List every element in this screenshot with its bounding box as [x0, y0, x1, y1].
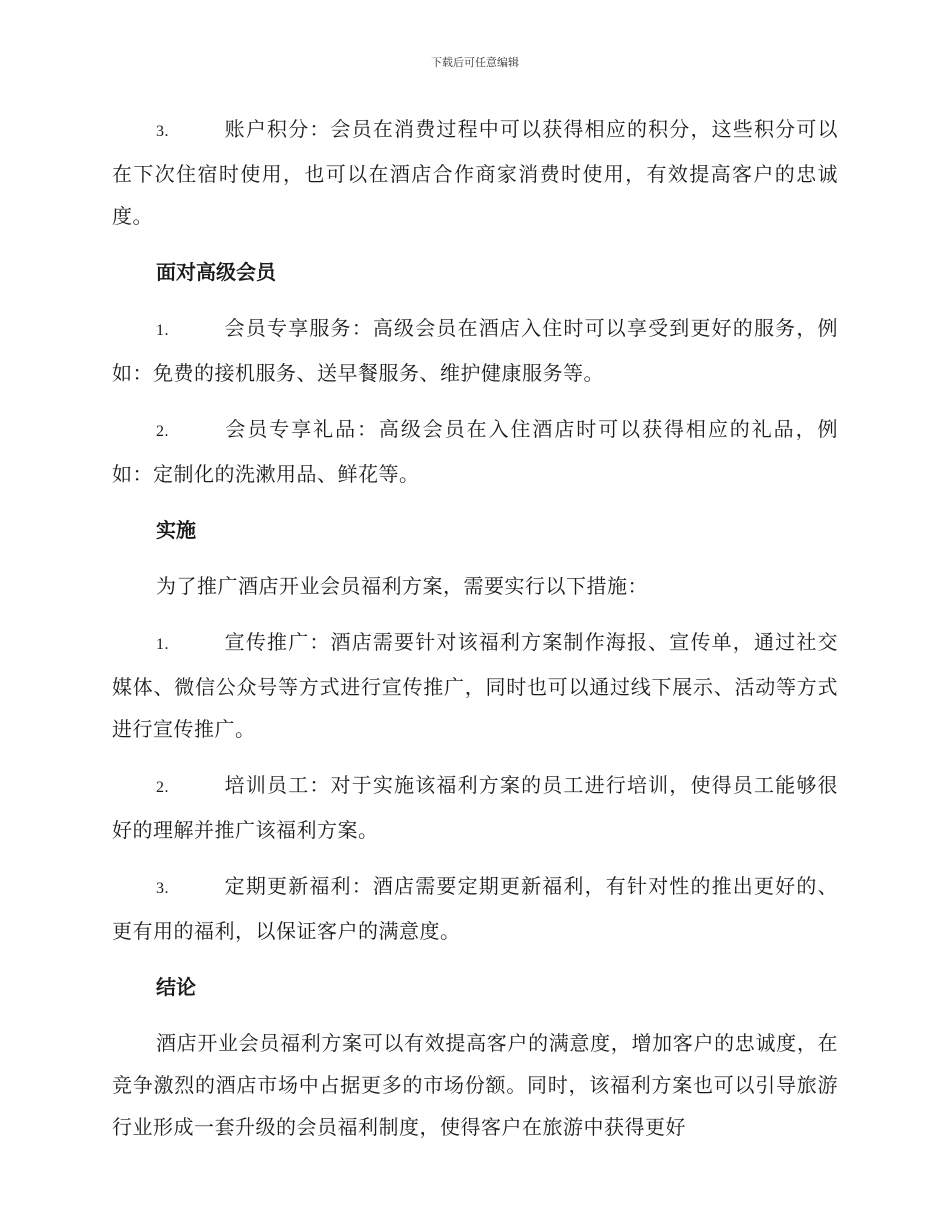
- list-item-exclusive-gifts: [112, 408, 838, 495]
- list-text: 宣传推广：酒店需要针对该福利方案制作海报、宣传单，通过社交媒体、微信公众号等方式进行宣传推广，同时也可以通过线下展示、活动等方式进行宣传推广。: [112, 630, 838, 741]
- list-number: 2.: [156, 423, 169, 440]
- list-number: 1.: [156, 636, 169, 653]
- list-number: 2.: [156, 779, 169, 796]
- header-note: 下载后可任意编辑: [431, 56, 519, 69]
- section-heading-implementation: 实施: [156, 518, 196, 542]
- conclusion-paragraph: 酒店开业会员福利方案可以有效提高客户的满意度，增加客户的忠诚度，在竞争激烈的酒店市场中占据更多的市场份额。同时，该福利方案也可以引导旅游行业形成一套升级的会员福利制度，使得客户在旅游中获得更好: [112, 1031, 838, 1139]
- list-number: 1.: [156, 322, 169, 339]
- list-item-promotion: [112, 621, 838, 750]
- list-number: 3.: [156, 880, 169, 897]
- section-heading-premium-members: 面对高级会员: [156, 260, 276, 284]
- implementation-intro: 为了推广酒店开业会员福利方案，需要实行以下措施：: [156, 574, 648, 598]
- list-text: 定期更新福利：酒店需要定期更新福利，有针对性的推出更好的、更有用的福利，以保证客户的满意度。: [112, 874, 838, 943]
- list-item-update-benefits: [112, 865, 838, 952]
- list-item-account-points: [112, 108, 838, 237]
- list-item-exclusive-service: [112, 307, 838, 394]
- list-item-staff-training: [112, 764, 838, 851]
- list-text: 培训员工：对于实施该福利方案的员工进行培训，使得员工能够很好的理解并推广该福利方案。: [112, 773, 838, 842]
- list-text: 账户积分：会员在消费过程中可以获得相应的积分，这些积分可以在下次住宿时使用，也可以在酒店合作商家消费时使用，有效提高客户的忠诚度。: [112, 117, 838, 228]
- document-body: [112, 108, 838, 1162]
- section-heading-conclusion: 结论: [156, 975, 196, 999]
- list-text: 会员专享服务：高级会员在酒店入住时可以享受到更好的服务，例如：免费的接机服务、送早餐服务、维护健康服务等。: [112, 316, 838, 385]
- list-number: 3.: [156, 123, 169, 140]
- list-text: 会员专享礼品：高级会员在入住酒店时可以获得相应的礼品，例如：定制化的洗漱用品、鲜花等。: [112, 417, 838, 486]
